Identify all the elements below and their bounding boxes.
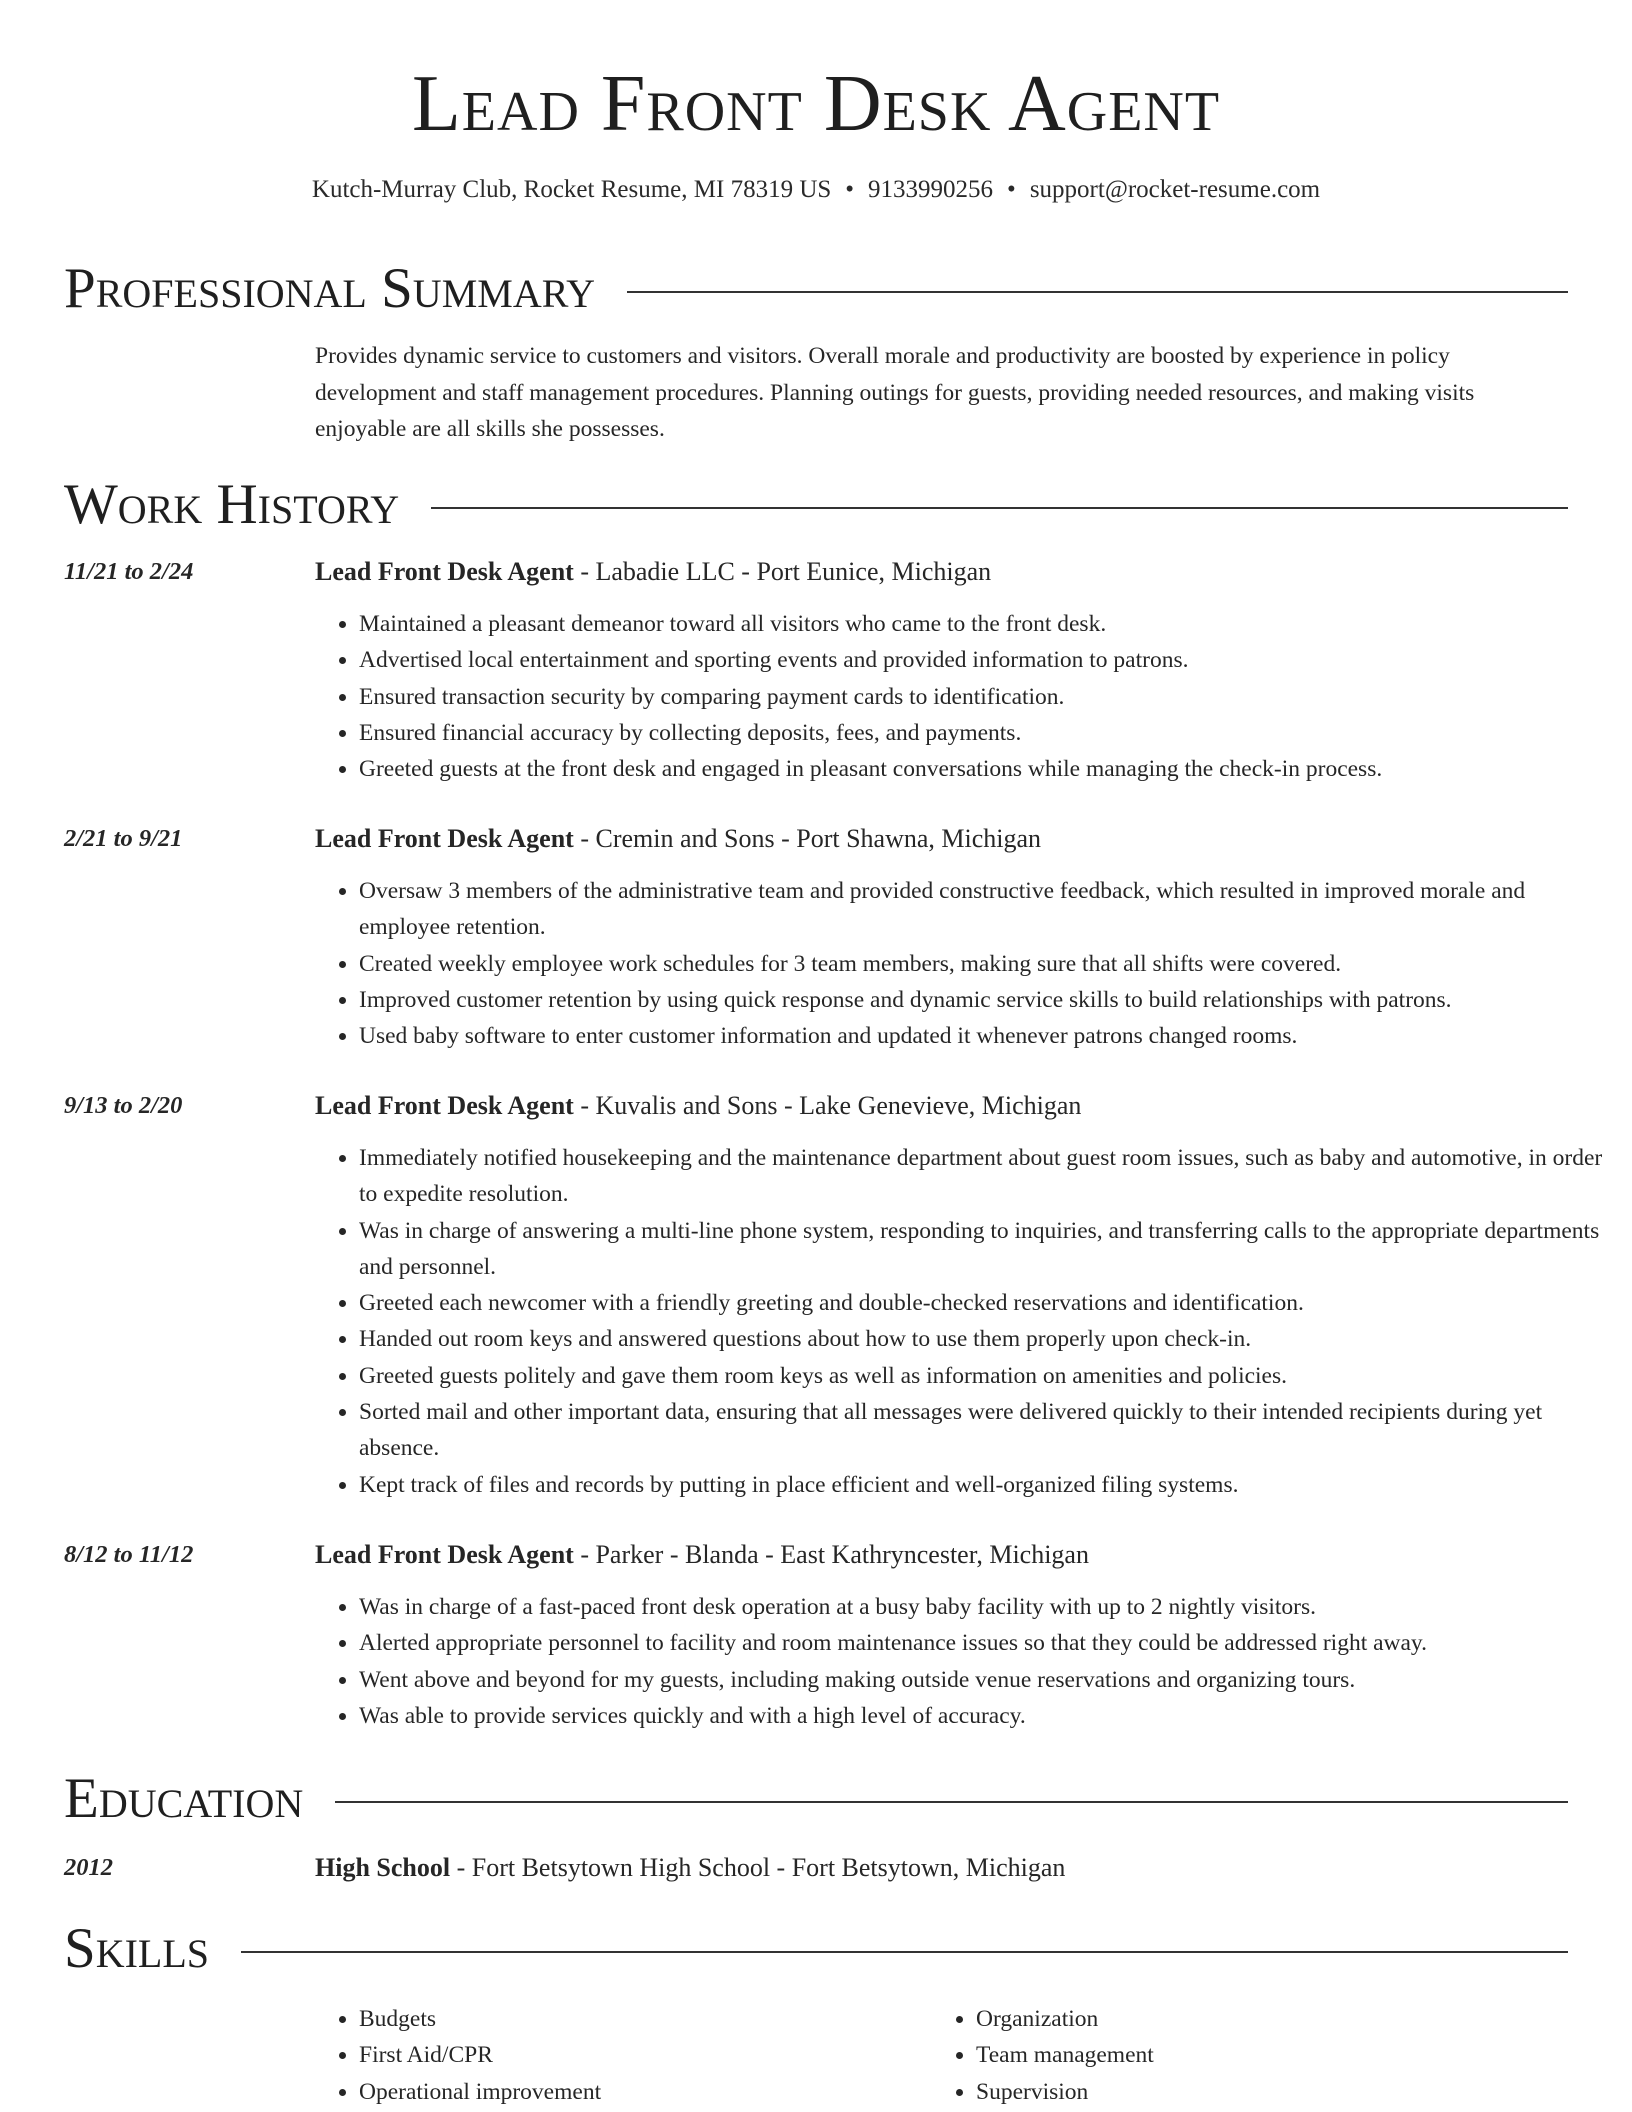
job-bullet: • Went above and beyond for my guests, including making outside venue reservations and organizing tours. (359, 1662, 1612, 1698)
job-bullet: • Was in charge of a fast-paced front desk operation at a busy baby facility with up to 2 nightly visitors. (359, 1589, 1612, 1625)
skills-column-right (932, 2001, 1549, 2110)
education-year: 2012 (64, 1854, 113, 1881)
education-line (315, 1850, 1568, 1886)
section-divider (241, 1951, 1568, 1953)
section-header-education (64, 1768, 1568, 1830)
section-title: Skills (64, 1917, 210, 1980)
section-header-summary (64, 258, 1568, 320)
job-dates: 11/21 to 2/24 (64, 558, 194, 585)
contact-email: support@rocket-resume.com (1029, 176, 1321, 203)
section-divider (335, 1801, 1568, 1803)
skills-list (315, 2001, 1568, 2110)
job-title: Lead Front Desk Agent (315, 1540, 574, 1569)
resume-name: Lead Front Desk Agent (411, 60, 1221, 148)
job-title: Lead Front Desk Agent (315, 824, 574, 853)
job-bullets (315, 606, 1612, 787)
job-bullet: • Created weekly employee work schedules for 3 team members, making sure that all shifts were covered. (359, 946, 1612, 982)
section-title: Professional Summary (64, 257, 596, 320)
job-bullet: • Greeted guests politely and gave them room keys as well as information on amenities and policies. (359, 1358, 1612, 1394)
job-title: Lead Front Desk Agent (315, 557, 574, 586)
skill-item: • Supervision (976, 2074, 1549, 2110)
job-bullet: • Maintained a pleasant demeanor toward all visitors who came to the front desk. (359, 606, 1612, 642)
skill-item: • First Aid/CPR (359, 2037, 932, 2073)
section-divider (431, 507, 1568, 509)
section-title: Work History (64, 473, 400, 536)
contact-line (0, 174, 1632, 206)
job-company: - Kuvalis and Sons - Lake Genevieve, Michigan (573, 1091, 1082, 1120)
contact-phone: 9133990256 (868, 176, 994, 203)
job-bullet: • Oversaw 3 members of the administrative team and provided constructive feedback, which resulted in improved morale and employee retention. (359, 873, 1612, 946)
job-bullet: • Kept track of files and records by putting in place efficient and well-organized filing systems. (359, 1467, 1612, 1503)
job-title-line (315, 1537, 1568, 1573)
job-bullet: • Was in charge of answering a multi-line phone system, responding to inquiries, and transferring calls to the appropriate departments and personnel. (359, 1213, 1612, 1286)
job-dates: 9/13 to 2/20 (64, 1092, 183, 1119)
job-company: - Parker - Blanda - East Kathryncester, Michigan (573, 1540, 1089, 1569)
contact-separator: • (1007, 176, 1016, 203)
section-title: Education (64, 1767, 304, 1830)
education-school: - Fort Betsytown High School - Fort Betsytown, Michigan (450, 1853, 1066, 1882)
contact-address: Kutch-Murray Club, Rocket Resume, MI 78319 US (311, 176, 832, 203)
job-bullet: • Ensured transaction security by comparing payment cards to identification. (359, 679, 1612, 715)
skill-item: • Operational improvement (359, 2074, 932, 2110)
job-title-line (315, 1088, 1568, 1124)
job-bullet: • Improved customer retention by using quick response and dynamic service skills to build relationships with patrons. (359, 982, 1612, 1018)
job-dates: 2/21 to 9/21 (64, 825, 183, 852)
job-bullet: • Greeted each newcomer with a friendly greeting and double-checked reservations and identification. (359, 1285, 1612, 1321)
job-bullet: • Immediately notified housekeeping and the maintenance department about guest room issues, such as baby and automotive, in order to expedite resolution. (359, 1140, 1612, 1213)
job-title-line (315, 554, 1568, 590)
job-dates: 8/12 to 11/12 (64, 1541, 194, 1568)
job-bullet: • Handed out room keys and answered questions about how to use them properly upon check-in. (359, 1321, 1612, 1357)
job-bullet: • Sorted mail and other important data, ensuring that all messages were delivered quickly to their intended recipients during yet absence. (359, 1394, 1612, 1467)
job-bullets (315, 1589, 1612, 1734)
skill-item: • Budgets (359, 2001, 932, 2037)
skills-column-left (315, 2001, 932, 2110)
job-bullet: • Was able to provide services quickly and with a high level of accuracy. (359, 1698, 1612, 1734)
summary-text: Provides dynamic service to customers and visitors. Overall morale and productivity are boosted by experience in policy development and staff management procedures. Planning outings for guests, providing needed resources, and making visits enjoyable are all skills she possesses. (315, 343, 1475, 442)
contact-separator: • (845, 176, 855, 203)
job-bullet: • Used baby software to enter customer information and updated it whenever patrons changed rooms. (359, 1018, 1612, 1054)
job-title: Lead Front Desk Agent (315, 1091, 574, 1120)
job-bullet: • Greeted guests at the front desk and engaged in pleasant conversations while managing the check-in process. (359, 751, 1612, 787)
skill-item: • Organization (976, 2001, 1549, 2037)
job-bullet: • Ensured financial accuracy by collecting deposits, fees, and payments. (359, 715, 1612, 751)
job-company: - Cremin and Sons - Port Shawna, Michigan (573, 824, 1042, 853)
job-bullets (315, 873, 1612, 1054)
job-bullet: • Alerted appropriate personnel to facility and room maintenance issues so that they could be addressed right away. (359, 1625, 1612, 1661)
skill-item: • Team management (976, 2037, 1549, 2073)
job-company: - Labadie LLC - Port Eunice, Michigan (573, 557, 992, 586)
job-title-line (315, 821, 1568, 857)
section-header-work-history (64, 474, 1568, 536)
job-bullet: • Advertised local entertainment and sporting events and provided information to patrons. (359, 642, 1612, 678)
education-degree: High School (315, 1853, 451, 1882)
section-divider (627, 291, 1568, 293)
section-header-skills (64, 1918, 1568, 1980)
job-bullets (315, 1140, 1612, 1503)
